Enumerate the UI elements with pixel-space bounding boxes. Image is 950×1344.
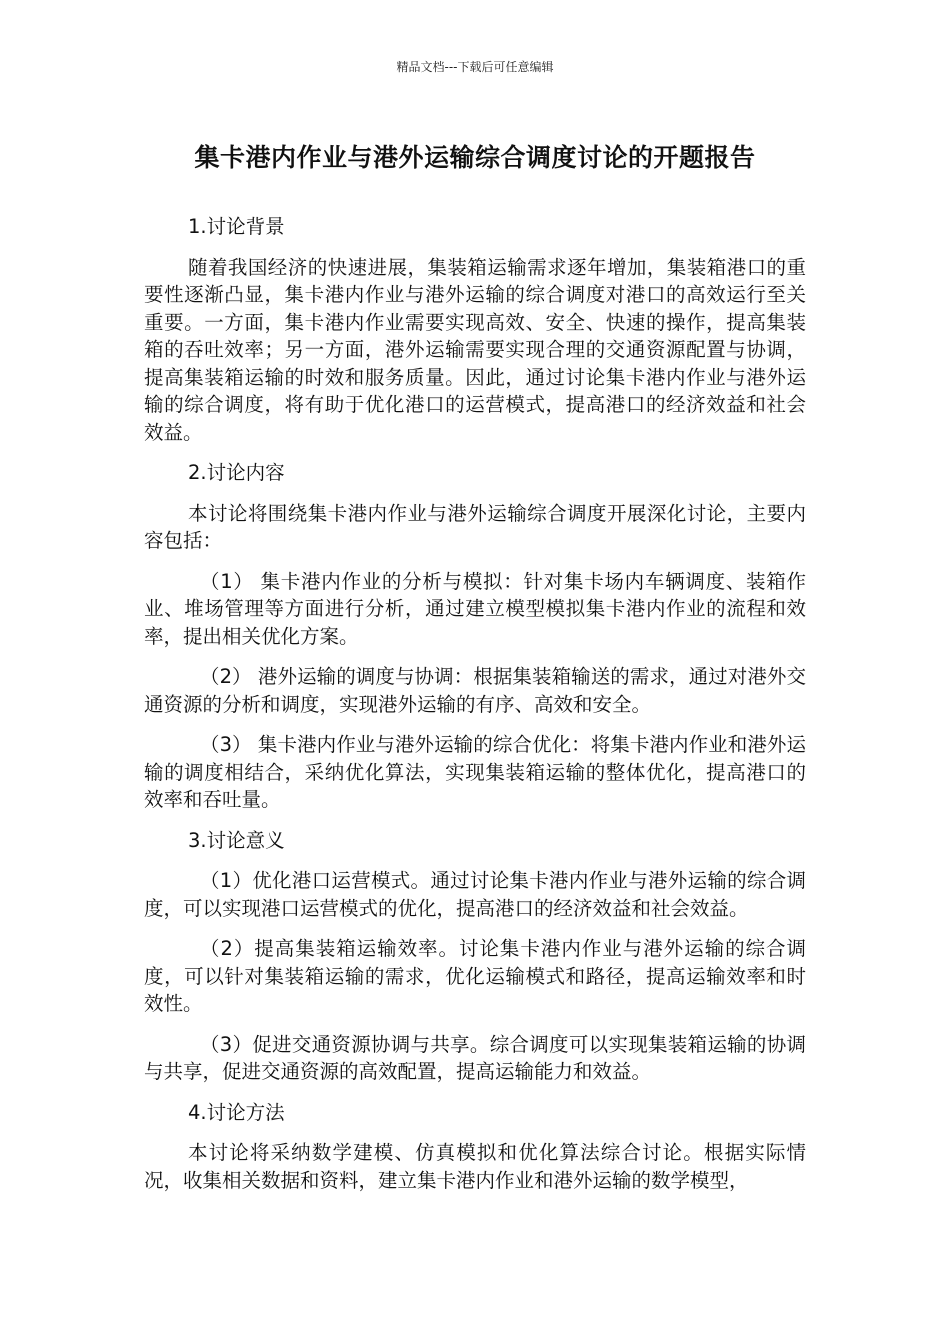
page-header: 精品文档---下载后可任意编辑 (396, 60, 554, 74)
document-title: 集卡港内作业与港外运输综合调度讨论的开题报告 (194, 143, 756, 172)
list-item-content-2: （2） 港外运输的调度与协调：根据集装箱输送的需求，通过对港外交通资源的分析和调度，实现港外运输的有序、高效和安全。 (144, 665, 806, 716)
list-item-content-1: （1） 集卡港内作业的分析与模拟：针对集卡场内车辆调度、装箱作业、堆场管理等方面进行分析，通过建立模型模拟集卡港内作业的流程和效率，提出相关优化方案。 (144, 569, 806, 648)
section-heading-method: 4.讨论方法 (188, 1100, 285, 1124)
paragraph-content-intro: 本讨论将围绕集卡港内作业与港外运输综合调度开展深化讨论，主要内容包括： (144, 501, 806, 552)
list-item-significance-2: （2）提高集装箱运输效率。讨论集卡港内作业与港外运输的综合调度，可以针对集装箱运输的需求，优化运输模式和路径，提高运输效率和时效性。 (144, 937, 806, 1015)
list-item-significance-3: （3）促进交通资源协调与共享。综合调度可以实现集装箱运输的协调与共享，促进交通资源的高效配置，提高运输能力和效益。 (144, 1032, 806, 1083)
list-item-content-3: （3） 集卡港内作业与港外运输的综合优化：将集卡港内作业和港外运输的调度相结合，采纳优化算法，实现集装箱运输的整体优化，提高港口的效率和吞吐量。 (144, 733, 806, 811)
paragraph-background: 随着我国经济的快速进展，集装箱运输需求逐年增加，集装箱港口的重要性逐渐凸显，集卡港内作业与港外运输的综合调度对港口的高效运行至关重要。一方面，集卡港内作业需要实现高效、安全、快速的操作，提高集装箱的吞吐效率；另一方面，港外运输需要实现合理的交通资源配置与协调，提高集装箱运输的时效和服务质量。因此，通过讨论集卡港内作业与港外运输的综合调度，将有助于优化港口的运营模式，提高港口的经济效益和社会效益。 (144, 255, 806, 444)
document-body (144, 213, 806, 1207)
paragraph-method: 本讨论将采纳数学建模、仿真模拟和优化算法综合讨论。根据实际情况，收集相关数据和资料，建立集卡港内作业和港外运输的数学模型， (144, 1141, 806, 1192)
section-heading-background: 1.讨论背景 (188, 215, 285, 238)
section-heading-significance: 3.讨论意义 (188, 828, 285, 852)
list-item-significance-1: （1）优化港口运营模式。通过讨论集卡港内作业与港外运输的综合调度，可以实现港口运营模式的优化，提高港口的经济效益和社会效益。 (144, 869, 806, 920)
section-heading-content: 2.讨论内容 (188, 461, 285, 484)
